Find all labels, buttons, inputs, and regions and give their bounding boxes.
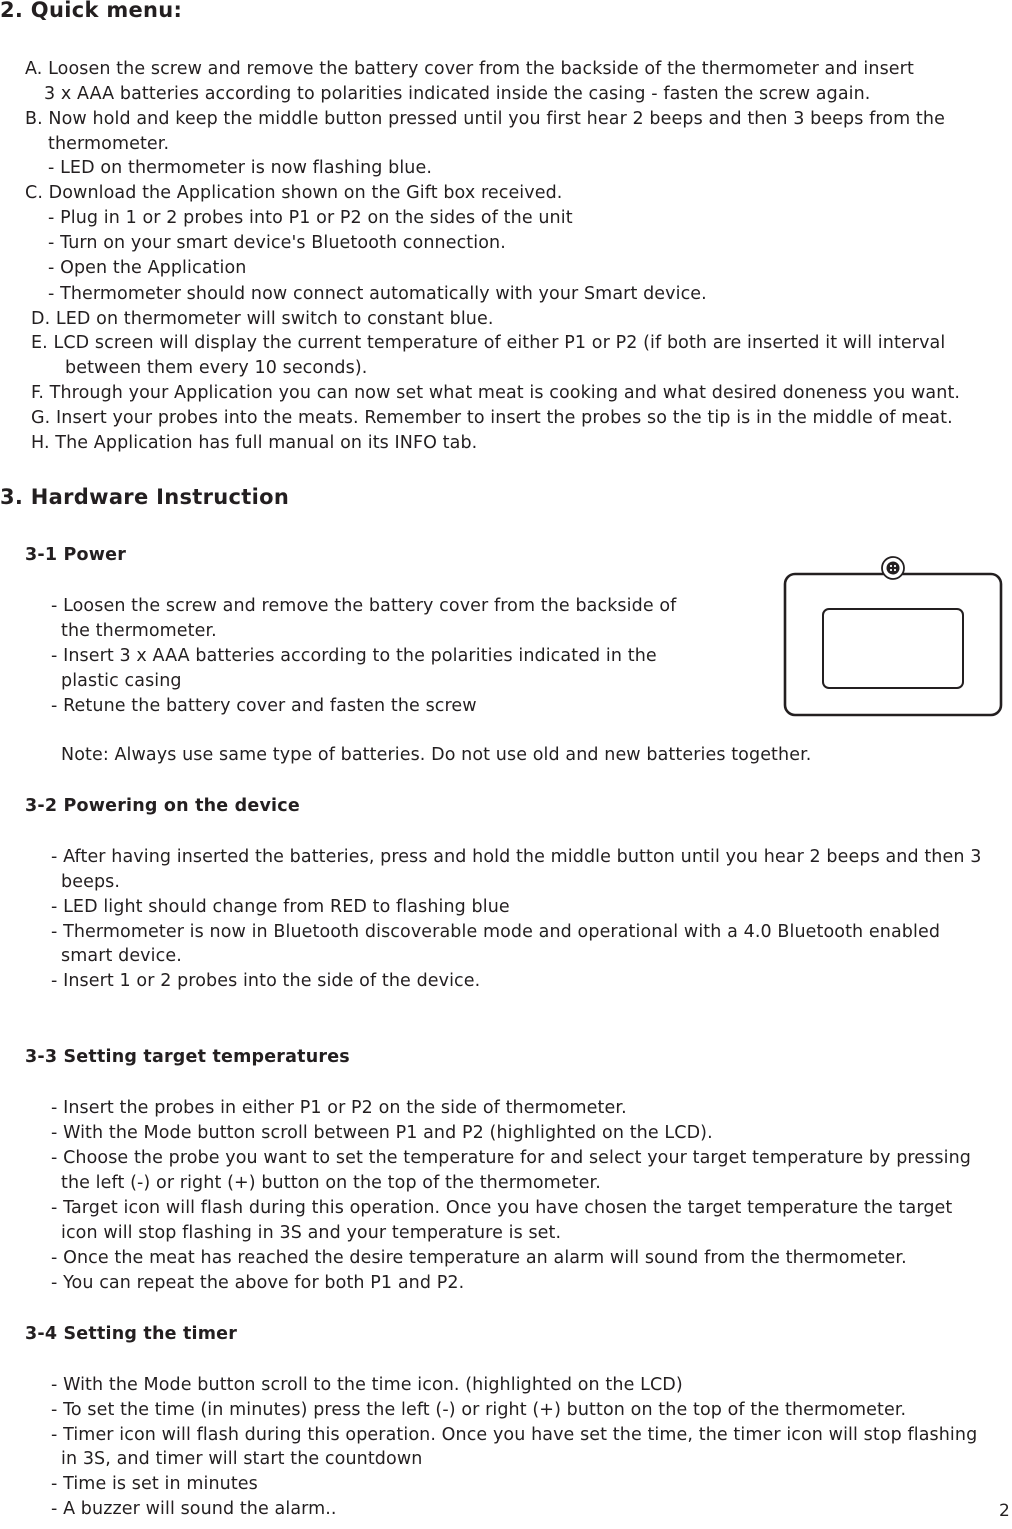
quick-menu-line: D. LED on thermometer will switch to constant blue.	[31, 309, 494, 329]
quick-menu-heading: 2. Quick menu:	[0, 0, 183, 22]
powering-on-line: - Insert 1 or 2 probes into the side of the device.	[51, 971, 481, 991]
powering-on-line: - LED light should change from RED to flashing blue	[51, 897, 510, 917]
timer-line: - To set the time (in minutes) press the left (-) or right (+) button on the top of the thermometer.	[51, 1400, 907, 1420]
powering-on-line: beeps.	[61, 872, 121, 892]
power-line: plastic casing	[61, 671, 182, 691]
quick-menu-line: - LED on thermometer is now flashing blue.	[48, 158, 433, 178]
power-line: - Loosen the screw and remove the battery cover from the backside of	[51, 596, 677, 616]
target-temp-line: - You can repeat the above for both P1 and P2.	[51, 1273, 465, 1293]
powering-on-line: - Thermometer is now in Bluetooth discoverable mode and operational with a 4.0 Bluetooth enabled	[51, 922, 941, 942]
target-temp-line: the left (-) or right (+) button on the top of the thermometer.	[61, 1173, 601, 1193]
powering-on-line: smart device.	[61, 946, 182, 966]
quick-menu-line: A. Loosen the screw and remove the battery cover from the backside of the thermometer and insert	[25, 59, 914, 79]
target-temp-line: - Insert the probes in either P1 or P2 on the side of thermometer.	[51, 1098, 627, 1118]
quick-menu-line: F. Through your Application you can now set what meat is cooking and what desired doneness you want.	[31, 383, 961, 403]
power-line: the thermometer.	[61, 621, 217, 641]
power-line: - Insert 3 x AAA batteries according to the polarities indicated in the	[51, 646, 657, 666]
timer-line: - A buzzer will sound the alarm..	[51, 1499, 337, 1519]
power-note: Note: Always use same type of batteries. Do not use old and new batteries together.	[61, 745, 812, 765]
quick-menu-line: B. Now hold and keep the middle button pressed until you first hear 2 beeps and then 3 beeps from the	[25, 109, 945, 129]
quick-menu-line: 3 x AAA batteries according to polarities indicated inside the casing - fasten the screw again.	[44, 84, 871, 104]
screw-head	[887, 562, 900, 575]
quick-menu-line: H. The Application has full manual on its INFO tab.	[31, 433, 478, 453]
timer-line: - With the Mode button scroll to the time icon. (highlighted on the LCD)	[51, 1375, 683, 1395]
powering-on-subheading: 3-2 Powering on the device	[25, 796, 300, 816]
thermometer-illustration	[780, 548, 1006, 720]
quick-menu-line: C. Download the Application shown on the Gift box received.	[25, 183, 563, 203]
quick-menu-line: - Plug in 1 or 2 probes into P1 or P2 on the sides of the unit	[48, 208, 573, 228]
target-temp-line: - Once the meat has reached the desire temperature an alarm will sound from the thermometer.	[51, 1248, 907, 1268]
lcd-screen	[823, 609, 963, 688]
power-line: - Retune the battery cover and fasten the screw	[51, 696, 477, 716]
powering-on-line: - After having inserted the batteries, press and hold the middle button until you hear 2 beeps and then 3	[51, 847, 982, 867]
quick-menu-line: between them every 10 seconds).	[65, 358, 368, 378]
timer-line: in 3S, and timer will start the countdown	[61, 1449, 423, 1469]
target-temp-line: - Choose the probe you want to set the temperature for and select your target temperature by pressing	[51, 1148, 971, 1168]
quick-menu-line: - Thermometer should now connect automatically with your Smart device.	[48, 284, 707, 304]
hardware-heading: 3. Hardware Instruction	[0, 485, 290, 509]
target-temp-line: - With the Mode button scroll between P1 and P2 (highlighted on the LCD).	[51, 1123, 713, 1143]
timer-subheading: 3-4 Setting the timer	[25, 1324, 238, 1344]
quick-menu-line: - Turn on your smart device's Bluetooth connection.	[48, 233, 506, 253]
quick-menu-line: G. Insert your probes into the meats. Remember to insert the probes so the tip is in the middle of meat.	[31, 408, 953, 428]
timer-line: - Timer icon will flash during this operation. Once you have set the time, the timer icon will stop flashing	[51, 1425, 978, 1445]
target-temp-line: icon will stop flashing in 3S and your temperature is set.	[61, 1223, 562, 1243]
timer-line: - Time is set in minutes	[51, 1474, 258, 1494]
quick-menu-line: thermometer.	[48, 134, 170, 154]
target-temp-subheading: 3-3 Setting target temperatures	[25, 1047, 350, 1067]
page-number: 2	[999, 1501, 1010, 1521]
power-subheading: 3-1 Power	[25, 545, 127, 565]
quick-menu-line: - Open the Application	[48, 258, 247, 278]
quick-menu-line: E. LCD screen will display the current temperature of either P1 or P2 (if both are inserted it will interval	[31, 333, 946, 353]
target-temp-line: - Target icon will flash during this operation. Once you have chosen the target temperature the target	[51, 1198, 953, 1218]
